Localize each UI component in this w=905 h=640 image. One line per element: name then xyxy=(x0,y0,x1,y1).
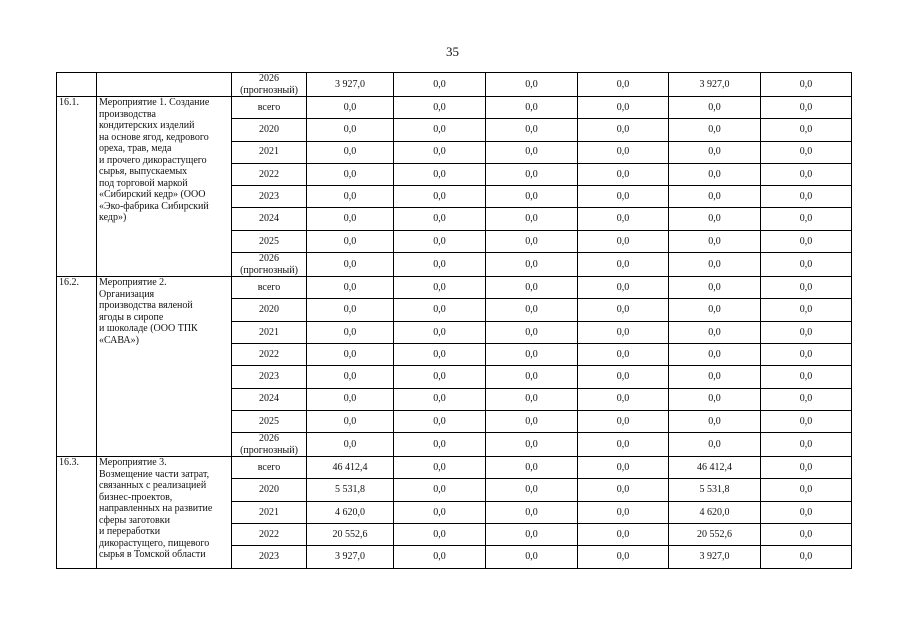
value-cell: 0,0 xyxy=(307,343,394,365)
text-line: на основе ягод, кедрового xyxy=(99,131,209,143)
item-name-cell xyxy=(97,73,232,97)
text-line: 2020 xyxy=(259,304,279,316)
text-line: всего xyxy=(257,101,281,113)
year-cell xyxy=(232,479,307,501)
text-line: сырья в Томской области xyxy=(99,549,206,561)
table-row xyxy=(57,97,852,119)
value-cell: 0,0 xyxy=(761,546,852,568)
value-cell: 0,0 xyxy=(394,277,486,299)
value-cell: 0,0 xyxy=(394,501,486,523)
text-line: «САВА») xyxy=(99,334,139,346)
text-line: всего xyxy=(257,462,281,474)
text-line: бизнес-проектов, xyxy=(99,491,173,503)
year-cell xyxy=(232,277,307,299)
value-cell: 0,0 xyxy=(307,388,394,410)
value-cell: 0,0 xyxy=(486,141,578,163)
text-line: 2023 xyxy=(259,191,279,203)
text-line: 2022 xyxy=(259,348,279,360)
value-cell: 0,0 xyxy=(307,433,394,457)
text-line: и прочего дикорастущего xyxy=(99,154,207,166)
year-cell xyxy=(232,230,307,252)
value-cell: 0,0 xyxy=(669,163,761,185)
year-cell xyxy=(232,97,307,119)
value-cell: 0,0 xyxy=(486,388,578,410)
value-cell: 0,0 xyxy=(486,208,578,230)
value-cell: 3 927,0 xyxy=(307,73,394,97)
value-cell: 0,0 xyxy=(578,524,669,546)
text-line: ореха, трав, меда xyxy=(99,143,172,154)
value-cell: 0,0 xyxy=(578,343,669,365)
value-cell: 0,0 xyxy=(394,141,486,163)
value-cell: 0,0 xyxy=(307,253,394,277)
text-line: под торговой маркой xyxy=(99,177,188,189)
year-cell xyxy=(232,524,307,546)
value-cell: 0,0 xyxy=(669,388,761,410)
value-cell: 0,0 xyxy=(307,208,394,230)
text-line: (прогнозный) xyxy=(240,84,298,96)
item-number-cell: 16.1. xyxy=(57,97,97,277)
value-cell: 0,0 xyxy=(486,479,578,501)
value-cell: 0,0 xyxy=(486,343,578,365)
text-line: Мероприятие 2. xyxy=(99,277,167,289)
value-cell: 0,0 xyxy=(761,433,852,457)
year-cell xyxy=(232,366,307,388)
value-cell: 0,0 xyxy=(578,97,669,119)
value-cell: 0,0 xyxy=(578,277,669,299)
text-line: 2025 xyxy=(259,415,279,427)
value-cell: 0,0 xyxy=(578,457,669,479)
value-cell: 0,0 xyxy=(307,119,394,141)
value-cell: 0,0 xyxy=(394,208,486,230)
value-cell: 0,0 xyxy=(669,410,761,432)
value-cell: 0,0 xyxy=(394,253,486,277)
text-line: направленных на развитие xyxy=(99,503,213,515)
text-line: 2021 xyxy=(259,326,279,338)
value-cell: 0,0 xyxy=(669,253,761,277)
text-line: Возмещение части затрат, xyxy=(99,468,210,480)
value-cell: 0,0 xyxy=(669,299,761,321)
year-cell xyxy=(232,433,307,457)
value-cell: 0,0 xyxy=(307,366,394,388)
value-cell: 0,0 xyxy=(486,253,578,277)
value-cell: 0,0 xyxy=(761,321,852,343)
value-cell: 0,0 xyxy=(394,97,486,119)
text-line: и переработки xyxy=(99,526,161,538)
text-line: 2026 xyxy=(259,253,279,265)
item-number-cell: 16.2. xyxy=(57,277,97,457)
value-cell: 0,0 xyxy=(761,97,852,119)
table-row xyxy=(57,277,852,299)
table-row xyxy=(57,73,852,97)
value-cell: 0,0 xyxy=(578,230,669,252)
year-cell xyxy=(232,321,307,343)
value-cell: 0,0 xyxy=(578,163,669,185)
value-cell: 0,0 xyxy=(669,97,761,119)
budget-table xyxy=(56,72,852,569)
value-cell: 0,0 xyxy=(578,186,669,208)
value-cell: 0,0 xyxy=(307,186,394,208)
value-cell: 0,0 xyxy=(761,501,852,523)
value-cell: 5 531,8 xyxy=(669,479,761,501)
value-cell: 0,0 xyxy=(486,524,578,546)
text-line: ягоды в сиропе xyxy=(99,311,164,323)
value-cell: 0,0 xyxy=(578,366,669,388)
value-cell: 0,0 xyxy=(394,73,486,97)
value-cell: 0,0 xyxy=(486,230,578,252)
year-cell xyxy=(232,208,307,230)
text-line: 2023 xyxy=(259,551,279,563)
value-cell: 0,0 xyxy=(486,501,578,523)
value-cell: 0,0 xyxy=(394,163,486,185)
text-line: сферы заготовки xyxy=(99,514,170,526)
text-line: 2026 xyxy=(259,73,279,84)
value-cell: 3 927,0 xyxy=(669,546,761,568)
text-line: связанных с реализацией xyxy=(99,480,207,492)
text-line: кондитерских изделий xyxy=(99,120,195,131)
value-cell: 0,0 xyxy=(761,163,852,185)
item-name-cell xyxy=(97,457,232,568)
value-cell: 0,0 xyxy=(307,230,394,252)
value-cell: 0,0 xyxy=(486,73,578,97)
value-cell: 0,0 xyxy=(761,299,852,321)
value-cell: 0,0 xyxy=(578,253,669,277)
value-cell: 0,0 xyxy=(486,186,578,208)
value-cell: 0,0 xyxy=(394,410,486,432)
value-cell: 46 412,4 xyxy=(307,457,394,479)
value-cell: 0,0 xyxy=(486,277,578,299)
table-body xyxy=(57,73,852,569)
text-line: кедр») xyxy=(99,212,127,223)
year-cell xyxy=(232,501,307,523)
value-cell: 0,0 xyxy=(394,119,486,141)
year-cell xyxy=(232,141,307,163)
value-cell: 4 620,0 xyxy=(307,501,394,523)
value-cell: 0,0 xyxy=(761,366,852,388)
value-cell: 0,0 xyxy=(578,299,669,321)
value-cell: 0,0 xyxy=(578,208,669,230)
page-number: 35 xyxy=(446,44,459,59)
year-cell xyxy=(232,299,307,321)
value-cell: 0,0 xyxy=(394,457,486,479)
value-cell: 0,0 xyxy=(761,277,852,299)
value-cell: 0,0 xyxy=(394,299,486,321)
value-cell: 0,0 xyxy=(486,366,578,388)
value-cell: 0,0 xyxy=(761,73,852,97)
text-line: (прогнозный) xyxy=(240,264,298,276)
year-cell xyxy=(232,186,307,208)
text-line: «Эко-фабрика Сибирский xyxy=(99,200,209,212)
value-cell: 0,0 xyxy=(761,410,852,432)
year-cell xyxy=(232,457,307,479)
value-cell: 0,0 xyxy=(578,433,669,457)
value-cell: 5 531,8 xyxy=(307,479,394,501)
value-cell: 0,0 xyxy=(578,479,669,501)
value-cell: 0,0 xyxy=(669,119,761,141)
value-cell: 0,0 xyxy=(669,186,761,208)
value-cell: 0,0 xyxy=(578,73,669,97)
text-line: 2021 xyxy=(259,146,279,158)
value-cell: 0,0 xyxy=(578,546,669,568)
value-cell: 0,0 xyxy=(578,119,669,141)
text-line: Мероприятие 1. Создание xyxy=(99,97,210,108)
table-row xyxy=(57,457,852,479)
value-cell: 0,0 xyxy=(669,321,761,343)
item-name-cell xyxy=(97,277,232,457)
value-cell: 0,0 xyxy=(394,186,486,208)
text-line: 2020 xyxy=(259,124,279,136)
value-cell: 46 412,4 xyxy=(669,457,761,479)
value-cell: 0,0 xyxy=(486,410,578,432)
year-cell xyxy=(232,119,307,141)
value-cell: 0,0 xyxy=(761,524,852,546)
text-line: 2024 xyxy=(259,213,279,225)
value-cell: 0,0 xyxy=(669,366,761,388)
text-line: 2021 xyxy=(259,506,279,518)
value-cell: 0,0 xyxy=(578,321,669,343)
text-line: Организация xyxy=(99,288,155,300)
value-cell: 0,0 xyxy=(394,366,486,388)
value-cell: 0,0 xyxy=(761,208,852,230)
value-cell: 0,0 xyxy=(394,343,486,365)
value-cell: 0,0 xyxy=(394,230,486,252)
value-cell: 0,0 xyxy=(307,141,394,163)
value-cell: 0,0 xyxy=(307,163,394,185)
text-line: 2020 xyxy=(259,484,279,496)
value-cell: 0,0 xyxy=(486,546,578,568)
text-line: 2024 xyxy=(259,393,279,405)
value-cell: 0,0 xyxy=(669,141,761,163)
text-line: (прогнозный) xyxy=(240,444,298,456)
text-line: «Сибирский кедр» (ООО xyxy=(99,189,206,200)
value-cell: 0,0 xyxy=(761,388,852,410)
value-cell: 0,0 xyxy=(394,433,486,457)
value-cell: 0,0 xyxy=(669,343,761,365)
value-cell: 0,0 xyxy=(307,410,394,432)
year-cell xyxy=(232,546,307,568)
value-cell: 0,0 xyxy=(669,230,761,252)
text-line: Мероприятие 3. xyxy=(99,457,167,469)
value-cell: 0,0 xyxy=(761,230,852,252)
value-cell: 0,0 xyxy=(486,321,578,343)
value-cell: 0,0 xyxy=(486,299,578,321)
value-cell: 0,0 xyxy=(486,457,578,479)
text-line: 2022 xyxy=(259,168,279,180)
value-cell: 0,0 xyxy=(761,343,852,365)
value-cell: 0,0 xyxy=(761,119,852,141)
value-cell: 0,0 xyxy=(486,163,578,185)
value-cell: 0,0 xyxy=(307,277,394,299)
value-cell: 0,0 xyxy=(394,546,486,568)
value-cell: 4 620,0 xyxy=(669,501,761,523)
year-cell xyxy=(232,388,307,410)
item-name-cell xyxy=(97,97,232,277)
value-cell: 0,0 xyxy=(578,410,669,432)
value-cell: 0,0 xyxy=(394,321,486,343)
value-cell: 0,0 xyxy=(307,321,394,343)
value-cell: 0,0 xyxy=(669,277,761,299)
item-number-cell: 16.3. xyxy=(57,457,97,568)
value-cell: 0,0 xyxy=(578,501,669,523)
value-cell: 0,0 xyxy=(394,479,486,501)
year-cell xyxy=(232,410,307,432)
value-cell: 0,0 xyxy=(669,433,761,457)
year-cell xyxy=(232,73,307,97)
value-cell: 0,0 xyxy=(307,299,394,321)
value-cell: 20 552,6 xyxy=(669,524,761,546)
value-cell: 0,0 xyxy=(761,253,852,277)
text-line: 2022 xyxy=(259,528,279,540)
text-line: сырья, выпускаемых xyxy=(99,166,188,177)
text-line: 2023 xyxy=(259,371,279,383)
value-cell: 0,0 xyxy=(578,388,669,410)
value-cell: 3 927,0 xyxy=(307,546,394,568)
value-cell: 0,0 xyxy=(307,97,394,119)
text-line: производства xyxy=(99,108,156,120)
text-line: всего xyxy=(257,281,281,293)
item-number-cell xyxy=(57,73,97,97)
value-cell: 0,0 xyxy=(761,186,852,208)
value-cell: 0,0 xyxy=(761,141,852,163)
year-cell xyxy=(232,253,307,277)
value-cell: 0,0 xyxy=(486,433,578,457)
value-cell: 0,0 xyxy=(578,141,669,163)
value-cell: 0,0 xyxy=(486,97,578,119)
year-cell xyxy=(232,343,307,365)
year-cell xyxy=(232,163,307,185)
value-cell: 0,0 xyxy=(761,479,852,501)
value-cell: 0,0 xyxy=(394,524,486,546)
text-line: 2025 xyxy=(259,235,279,247)
value-cell: 3 927,0 xyxy=(669,73,761,97)
text-line: дикорастущего, пищевого xyxy=(99,537,210,549)
value-cell: 0,0 xyxy=(761,457,852,479)
value-cell: 20 552,6 xyxy=(307,524,394,546)
value-cell: 0,0 xyxy=(394,388,486,410)
text-line: и шоколаде (ООО ТПК xyxy=(99,323,198,335)
value-cell: 0,0 xyxy=(486,119,578,141)
text-line: производства вяленой xyxy=(99,300,193,312)
value-cell: 0,0 xyxy=(669,208,761,230)
text-line: 2026 xyxy=(259,433,279,445)
